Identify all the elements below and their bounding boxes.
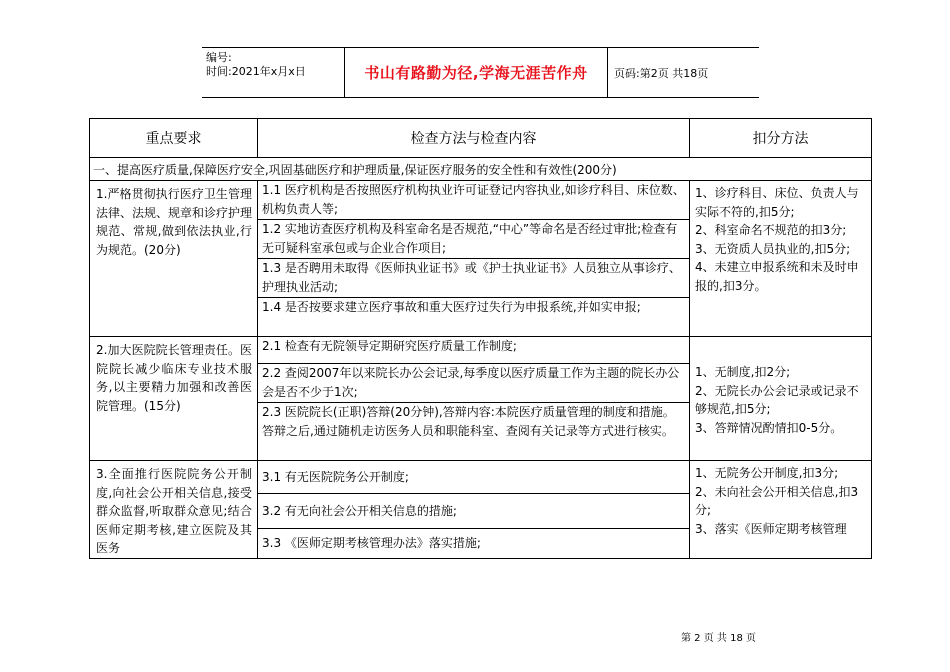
deduction-cell xyxy=(690,337,872,461)
page-header xyxy=(202,47,759,98)
table-row xyxy=(90,461,872,494)
requirement-cell: 3.全面推行医院院务公开制度,向社会公开相关信息,接受群众监督,听取群众意见;结合医师定期考核,建立医院及其医务 xyxy=(90,461,258,559)
header-motto-cell xyxy=(345,48,608,97)
deduction-item: 2、无院长办公会记录或记录不够规范,扣5分; xyxy=(695,383,859,416)
page-info: 页码:第2页 共18页 xyxy=(614,66,709,80)
header-deduction-method: 扣分方法 xyxy=(690,119,872,158)
check-item: 1.2 实地访查医疗机构及科室命名是否规范,“中心”等命名是否经过审批;检查有无可疑科室承包或与企业合作项目; xyxy=(258,220,690,259)
table-row xyxy=(90,337,872,364)
check-item: 1.1 医疗机构是否按照医疗机构执业许可证登记内容执业,如诊疗科目、床位数、机构负责人等; xyxy=(258,181,690,220)
check-item: 2.2 查阅2007年以来院长办公会记录,每季度以医疗质量工作为主题的院长办公会是否不少于1次; xyxy=(258,364,690,403)
page-footer: 第 2 页 共 18 页 xyxy=(681,633,756,644)
deduction-item: 2、科室命名不规范的扣3分; xyxy=(695,223,847,237)
time-label: 时间:2021年x月x日 xyxy=(206,65,306,78)
deduction-cell xyxy=(690,181,872,337)
deduction-item: 3、答辩情况酌情扣0-5分。 xyxy=(695,420,843,435)
header-meta xyxy=(202,48,345,97)
requirement-cell: 1.严格贯彻执行医疗卫生管理法律、法规、规章和诊疗护理规范、常规,做到依法执业,行为规范。(20分) xyxy=(90,181,258,337)
check-item: 1.4 是否按要求建立医疗事故和重大医疗过失行为申报系统,并如实申报; xyxy=(258,298,690,337)
number-label: 编号: xyxy=(206,51,232,64)
table-header-row xyxy=(90,119,872,158)
deduction-item: 4、未建立申报系统和未及时申报的,扣3分。 xyxy=(695,260,859,293)
inspection-table xyxy=(89,118,872,559)
deduction-item: 2、未向社会公开相关信息,扣3分; xyxy=(695,484,859,517)
check-item: 2.1 检查有无院领导定期研究医疗质量工作制度; xyxy=(258,337,690,364)
requirement-cell: 2.加大医院院长管理责任。医院院长减少临床专业技术服务,以主要精力加强和改善医院管理。(15分) xyxy=(90,337,258,461)
deduction-item: 3、无资质人员执业的,扣5分; xyxy=(695,241,851,256)
header-key-requirement: 重点要求 xyxy=(90,119,258,158)
header-check-method: 检查方法与检查内容 xyxy=(258,119,690,158)
check-item: 3.2 有无向社会公开相关信息的措施; xyxy=(258,494,690,529)
deduction-item: 1、无院务公开制度,扣3分; xyxy=(695,466,839,480)
deduction-item: 1、无制度,扣2分; xyxy=(695,365,791,379)
section-title: 一、提高医疗质量,保障医疗安全,巩固基础医疗和护理质量,保证医疗服务的安全性和有效性(200分) xyxy=(90,158,872,181)
check-item: 3.3 《医师定期考核管理办法》落实措施; xyxy=(258,529,690,559)
deduction-cell xyxy=(690,461,872,559)
check-item: 1.3 是否聘用未取得《医师执业证书》或《护士执业证书》人员独立从事诊疗、护理执业活动; xyxy=(258,259,690,298)
table-row xyxy=(90,181,872,220)
check-item: 2.3 医院院长(正职)答辩(20分钟),答辩内容:本院医疗质量管理的制度和措施。答辩之后,通过随机走访医务人员和职能科室、查阅有关记录等方式进行核实。 xyxy=(258,403,690,461)
deduction-item: 1、诊疗科目、床位、负责人与实际不符的,扣5分; xyxy=(695,186,859,219)
section-row xyxy=(90,158,872,181)
deduction-item: 3、落实《医师定期考核管理 xyxy=(695,521,847,536)
motto-text: 书山有路勤为径,学海无涯苦作舟 xyxy=(364,64,588,82)
check-item: 3.1 有无医院院务公开制度; xyxy=(258,461,690,494)
